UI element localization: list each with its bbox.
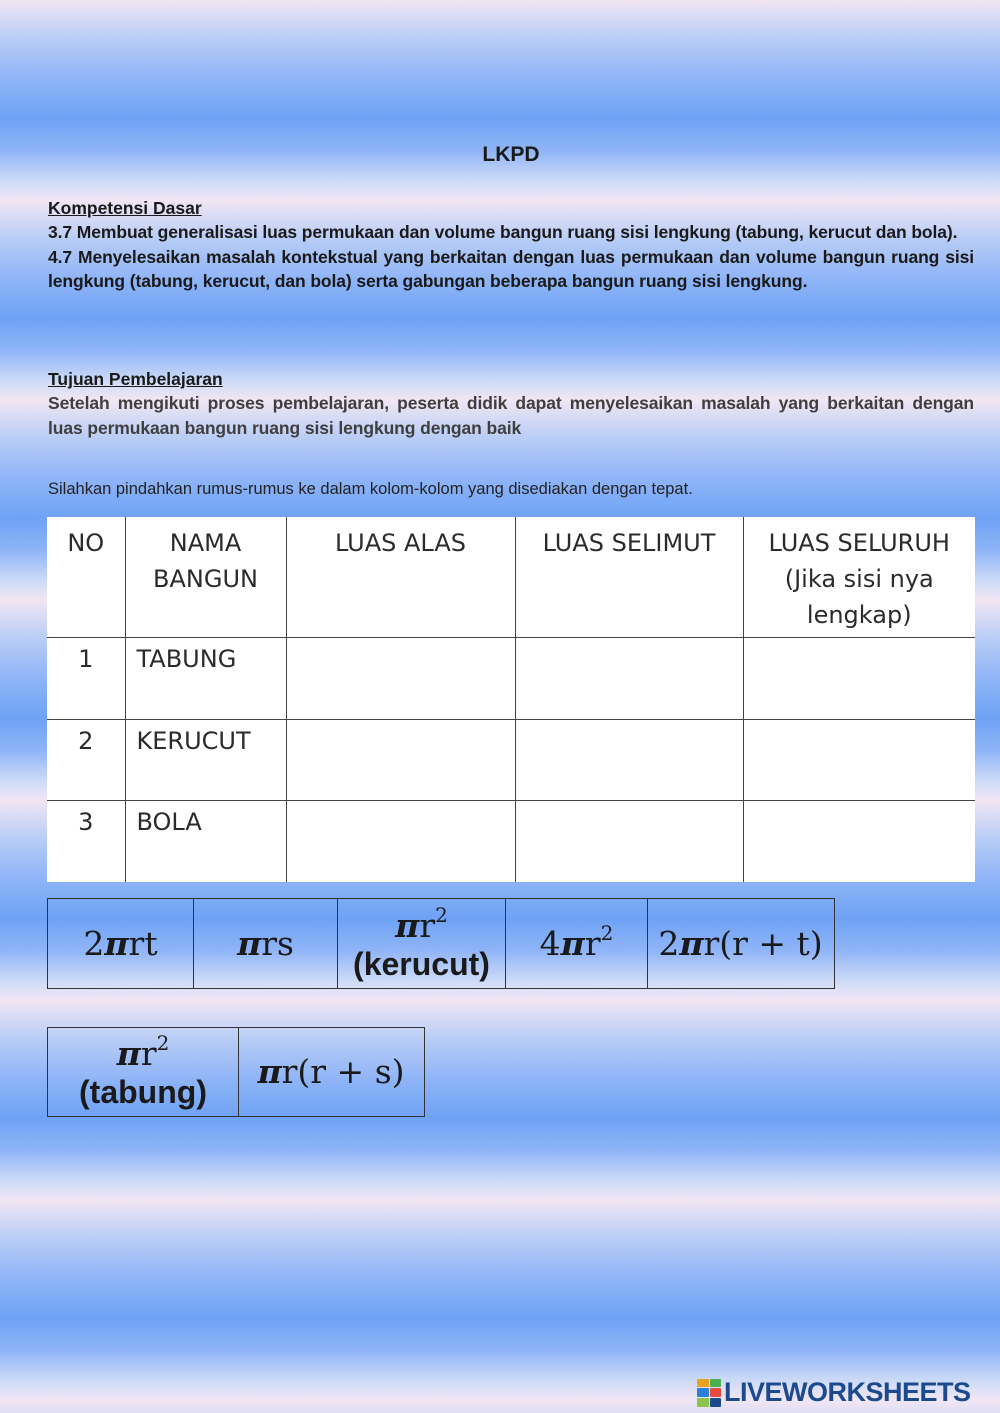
drop-zone-kerucut-selimut[interactable] (515, 719, 743, 800)
liveworksheets-logo-icon (697, 1379, 721, 1407)
drop-zone-bola-alas[interactable] (286, 801, 515, 882)
kompetensi-section (48, 196, 974, 294)
row-number: 1 (47, 638, 125, 719)
header-luas-alas: LUAS ALAS (286, 517, 515, 638)
formula-card-4pir2[interactable]: $4\pi r^2$ (506, 899, 648, 988)
page-title: LKPD (482, 143, 540, 166)
table-header-row (47, 517, 975, 638)
card-note-kerucut: (kerucut) (353, 945, 490, 982)
table-row (47, 719, 975, 800)
drop-zone-kerucut-alas[interactable] (286, 719, 515, 800)
formula-table (47, 517, 975, 882)
row-number: 2 (47, 719, 125, 800)
brand-name: LIVEWORKSHEETS (724, 1377, 971, 1407)
table-row (47, 801, 975, 882)
formula-card-pir-r-plus-s[interactable]: πr(r + s) (257, 1052, 405, 1091)
row-shape-name: KERUCUT (125, 719, 286, 800)
header-luas-seluruh: LUAS SELURUH (Jika sisi nya lengkap) (743, 517, 975, 638)
header-luas-selimut: LUAS SELIMUT (515, 517, 743, 638)
drop-zone-kerucut-seluruh[interactable] (743, 719, 975, 800)
row-shape-name: BOLA (125, 801, 286, 882)
drop-zone-tabung-alas[interactable] (286, 638, 515, 719)
drop-zone-bola-selimut[interactable] (515, 801, 743, 882)
formula-cards-row-2 (47, 1027, 425, 1117)
row-shape-name: TABUNG (125, 638, 286, 719)
table-row (47, 638, 975, 719)
card-note-tabung: (tabung) (79, 1074, 207, 1110)
drop-zone-tabung-seluruh[interactable] (743, 638, 975, 719)
header-nama-bangun: NAMA BANGUN (125, 517, 286, 638)
formula-card-2pirt[interactable]: 2πrt (48, 899, 194, 988)
kd-4-7: 4.7 Menyelesaikan masalah kontekstual yang berkaitan dengan luas permukaan dan volume bangun ruang sisi lengkung (tabung, kerucut, dan bola) serta gabungan beberapa bangun ruang sisi lengkung. (48, 246, 974, 291)
formula-card-pirs[interactable]: πrs (194, 899, 338, 988)
kompetensi-heading: Kompetensi Dasar (48, 198, 202, 218)
tujuan-heading: Tujuan Pembelajaran (48, 369, 223, 389)
formula-card-2pir-r-plus-t[interactable]: 2πr(r + t) (658, 923, 823, 963)
instruction-text: Silahkan pindahkan rumus-rumus ke dalam kolom-kolom yang disediakan dengan tepat. (48, 480, 693, 498)
kd-3-7: 3.7 Membuat generalisasi luas permukaan dan volume bangun ruang sisi lengkung (tabung, kerucut dan bola). (48, 222, 958, 242)
formula-cards-row-1 (47, 898, 835, 989)
header-no: NO (47, 517, 125, 638)
tujuan-section (48, 367, 974, 440)
drop-zone-bola-seluruh[interactable] (743, 801, 975, 882)
tujuan-text: Setelah mengikuti proses pembelajaran, peserta didik dapat menyelesaikan masalah yang berkaitan dengan luas permukaan bangun ruang sisi lengkung dengan baik (48, 393, 974, 438)
formula-card-pir2-kerucut[interactable]: $\pi r^2$ (kerucut) (338, 899, 506, 988)
liveworksheets-brand[interactable] (697, 1377, 971, 1408)
row-number: 3 (47, 801, 125, 882)
formula-card-pir2-tabung[interactable]: $\pi r^2$ (tabung) (48, 1028, 239, 1116)
drop-zone-tabung-selimut[interactable] (515, 638, 743, 719)
